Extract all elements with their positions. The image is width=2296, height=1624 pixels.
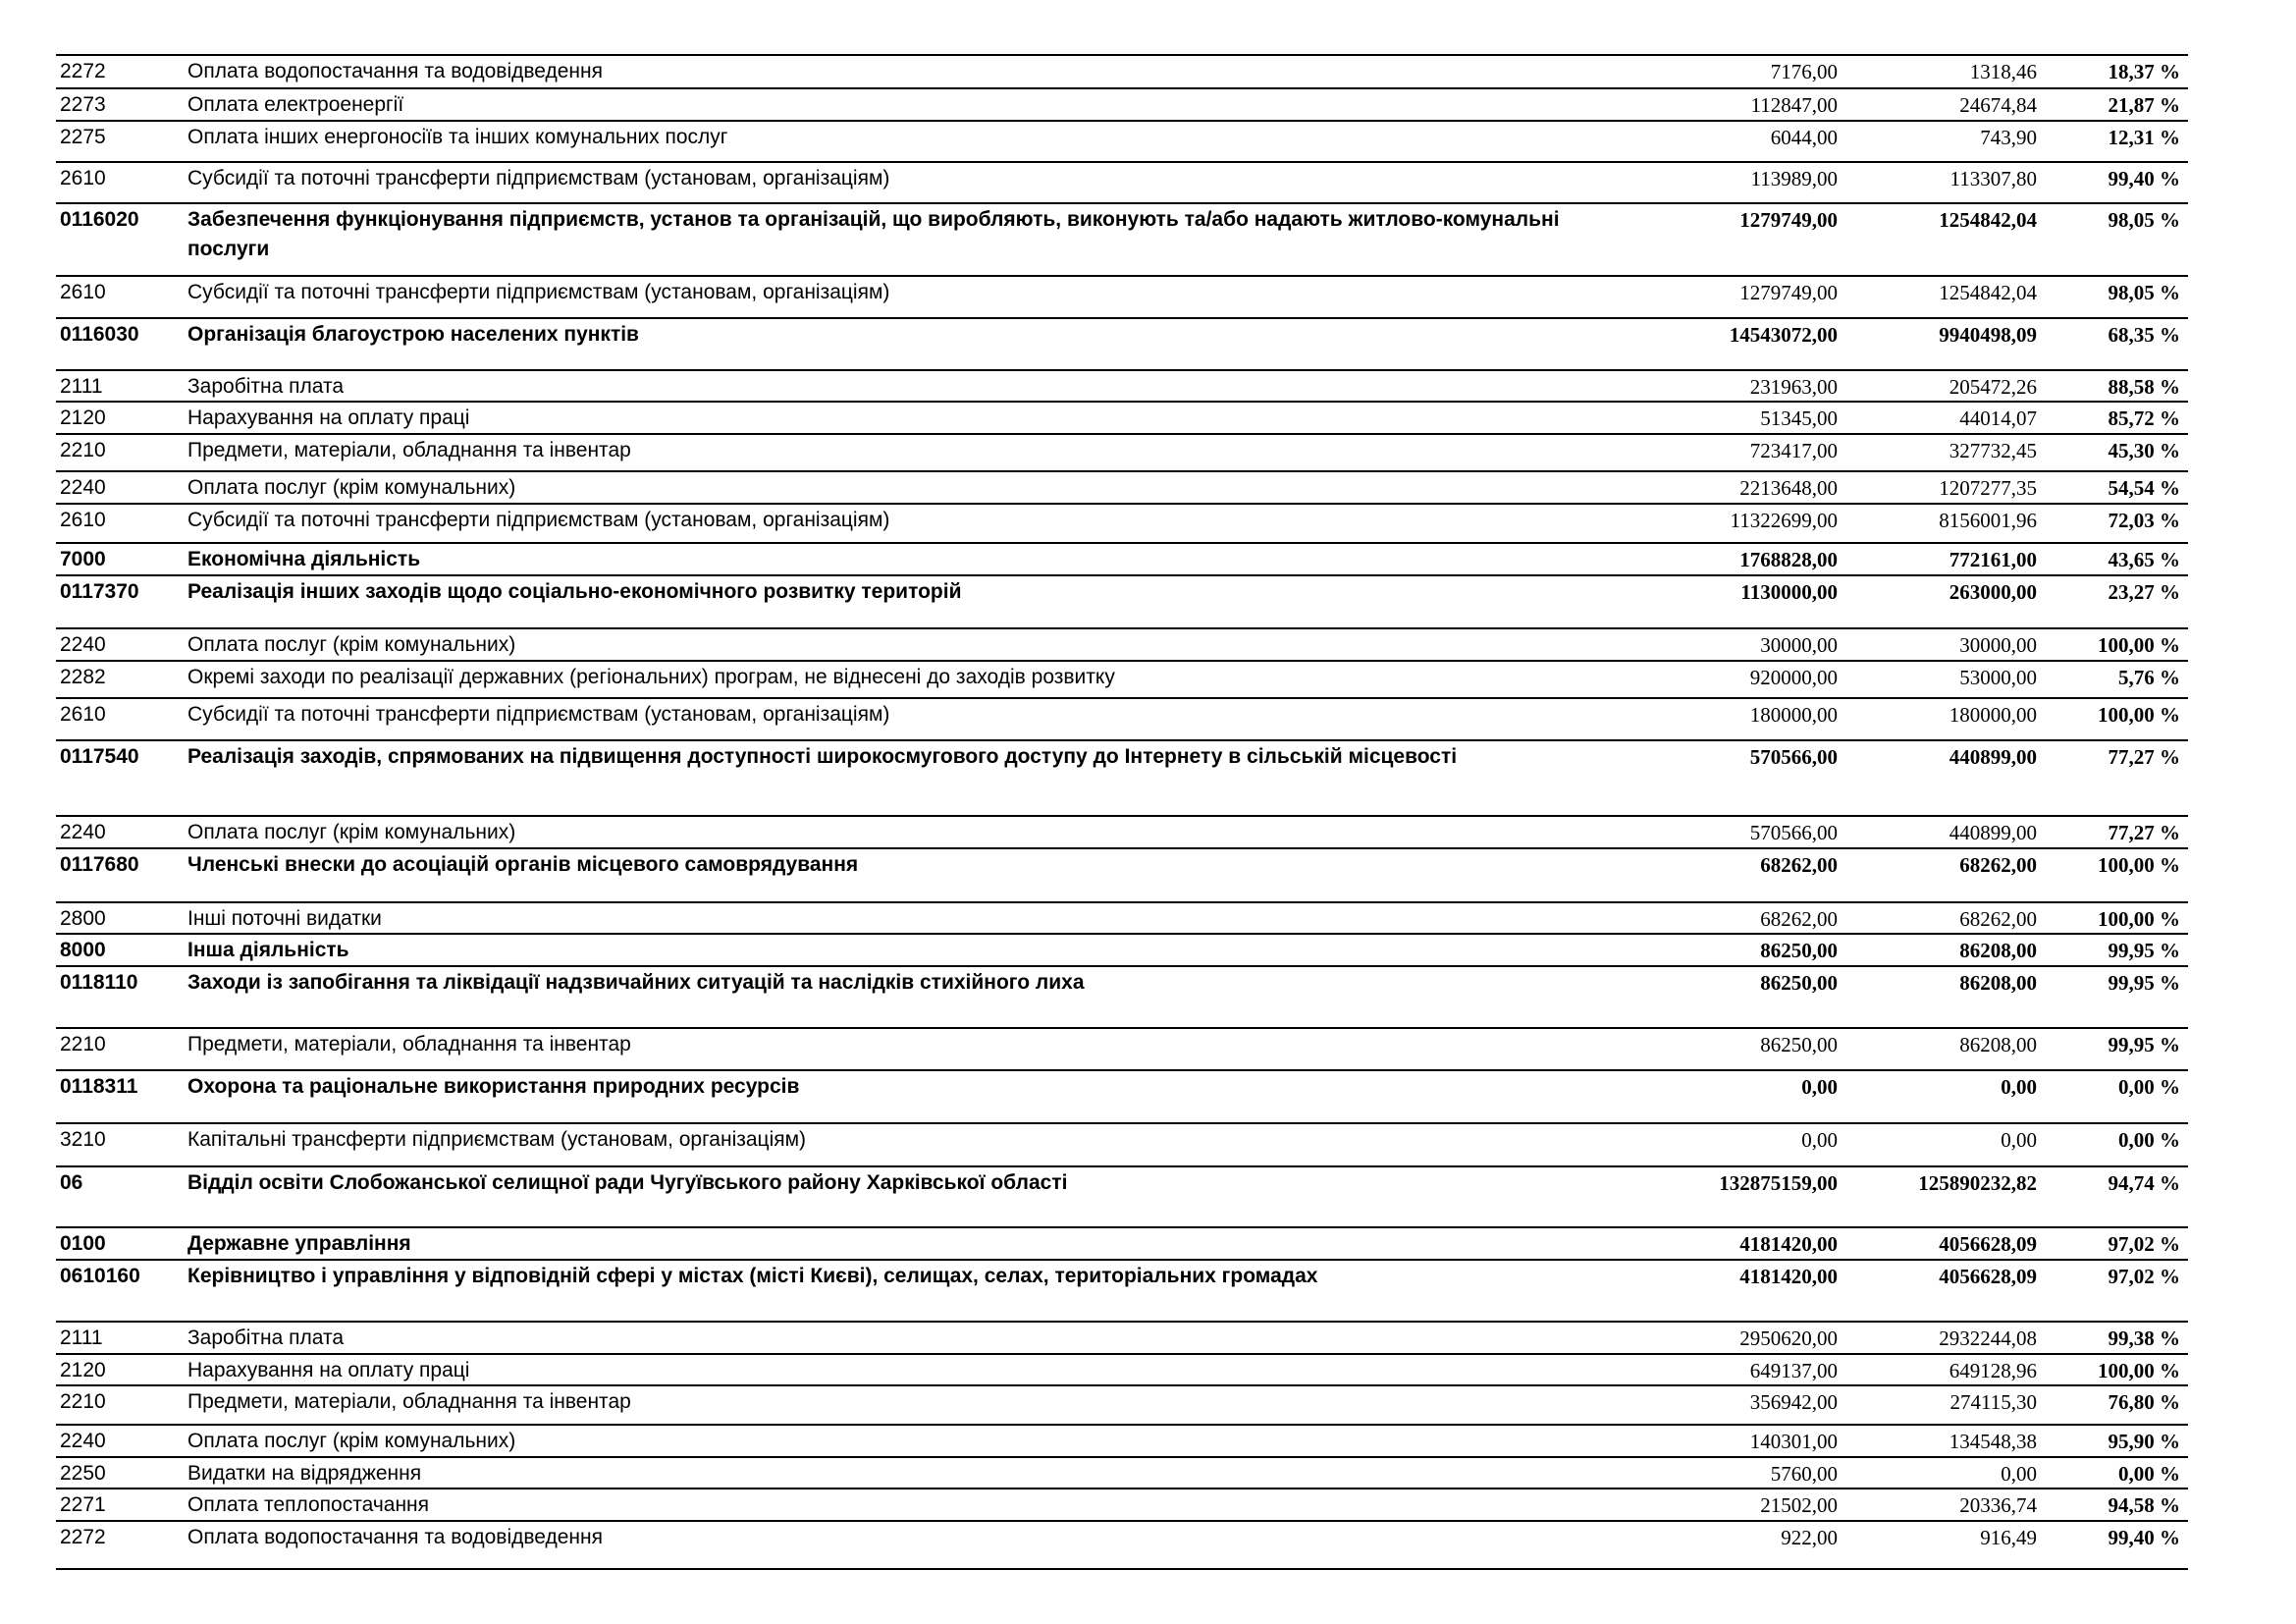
row-actual-value: 125890232,82	[1918, 1171, 2037, 1195]
row-plan-value: 86250,00	[1760, 1033, 1838, 1056]
row-actual-value: 68262,00	[1959, 907, 2037, 931]
row-plan-value: 4181420,00	[1739, 1265, 1838, 1288]
table-row	[56, 1384, 2188, 1424]
row-name: Оплата послуг (крім комунальних)	[187, 1430, 516, 1452]
row-percent-value: 99,40 %	[2108, 1526, 2180, 1549]
row-plan-value: 5760,00	[1770, 1462, 1838, 1486]
row-code: 2240	[60, 633, 106, 656]
row-percent-value: 100,00 %	[2098, 703, 2180, 727]
table-row	[56, 369, 2188, 401]
row-plan-value: 231963,00	[1749, 375, 1838, 399]
table-row	[56, 470, 2188, 503]
table-row	[56, 901, 2188, 933]
row-plan-value: 570566,00	[1749, 745, 1838, 769]
row-name: Нарахування на оплату праці	[187, 406, 470, 429]
row-name: Охорона та раціональне використання природних ресурсів	[187, 1075, 800, 1098]
row-actual-value: 0,00	[2001, 1075, 2037, 1099]
row-actual-value: 4056628,09	[1939, 1232, 2037, 1256]
table-row	[56, 1165, 2188, 1226]
row-plan-value: 140301,00	[1749, 1430, 1838, 1453]
row-actual-value: 134548,38	[1949, 1430, 2037, 1453]
table-row	[56, 739, 2188, 815]
row-code: 0100	[60, 1232, 106, 1255]
row-actual-value: 8156001,96	[1939, 509, 2037, 532]
row-percent-value: 18,37 %	[2108, 60, 2180, 83]
row-plan-value: 2950620,00	[1739, 1326, 1838, 1350]
row-percent-value: 12,31 %	[2108, 126, 2180, 149]
table-row	[56, 1027, 2188, 1069]
row-code: 2210	[60, 1033, 106, 1056]
row-actual-value: 743,90	[1980, 126, 2037, 149]
row-name: Оплата послуг (крім комунальних)	[187, 633, 516, 656]
row-percent-value: 23,27 %	[2108, 580, 2180, 604]
row-code: 0116020	[60, 208, 139, 231]
row-plan-value: 11322699,00	[1730, 509, 1838, 532]
table-row	[56, 503, 2188, 542]
table-row	[56, 275, 2188, 317]
row-plan-value: 6044,00	[1770, 126, 1838, 149]
table-row	[56, 1122, 2188, 1165]
row-plan-value: 1768828,00	[1739, 548, 1838, 571]
row-name: Видатки на відрядження	[187, 1462, 422, 1485]
row-name: Оплата водопостачання та водовідведення	[187, 1526, 603, 1548]
row-plan-value: 30000,00	[1760, 633, 1838, 657]
row-code: 2240	[60, 821, 106, 843]
row-actual-value: 327732,45	[1949, 439, 2037, 462]
row-code: 2111	[60, 375, 103, 398]
row-actual-value: 4056628,09	[1939, 1265, 2037, 1288]
row-code: 2111	[60, 1326, 103, 1349]
row-code: 2272	[60, 1526, 106, 1548]
table-row	[56, 542, 2188, 574]
row-plan-value: 113989,00	[1750, 167, 1838, 190]
row-actual-value: 0,00	[2001, 1462, 2037, 1486]
row-actual-value: 649128,96	[1949, 1359, 2037, 1382]
row-plan-value: 21502,00	[1760, 1493, 1838, 1517]
row-code: 2250	[60, 1462, 106, 1485]
row-plan-value: 2213648,00	[1739, 476, 1838, 500]
row-plan-value: 68262,00	[1760, 853, 1838, 877]
row-plan-value: 86250,00	[1760, 971, 1838, 995]
row-actual-value: 86208,00	[1959, 939, 2037, 962]
row-code: 0117680	[60, 853, 139, 876]
row-plan-value: 1130000,00	[1740, 580, 1838, 604]
row-percent-value: 98,05 %	[2108, 208, 2180, 232]
row-plan-value: 1279749,00	[1739, 281, 1838, 304]
row-percent-value: 21,87 %	[2108, 93, 2180, 117]
row-plan-value: 920000,00	[1749, 666, 1838, 689]
row-name: Оплата теплопостачання	[187, 1493, 430, 1516]
row-name: Заробітна плата	[187, 1326, 345, 1349]
row-name: Заходи із запобігання та ліквідації надзвичайних ситуацій та наслідків стихійного лиха	[187, 971, 1085, 994]
row-code: 2210	[60, 439, 106, 461]
row-name: Інша діяльність	[187, 939, 349, 961]
row-percent-value: 99,38 %	[2108, 1326, 2180, 1350]
row-plan-value: 356942,00	[1749, 1390, 1838, 1414]
row-plan-value: 649137,00	[1749, 1359, 1838, 1382]
row-actual-value: 205472,26	[1949, 375, 2037, 399]
row-percent-value: 88,58 %	[2108, 375, 2180, 399]
row-plan-value: 1279749,00	[1739, 208, 1838, 232]
row-percent-value: 100,00 %	[2098, 907, 2180, 931]
row-code: 2120	[60, 406, 106, 429]
row-name: Субсидії та поточні трансферти підприємствам (установам, організаціям)	[187, 509, 890, 531]
row-actual-value: 1207277,35	[1939, 476, 2037, 500]
row-percent-value: 94,74 %	[2108, 1171, 2180, 1195]
table-row	[56, 1424, 2188, 1456]
table-row	[56, 1069, 2188, 1122]
row-actual-value: 440899,00	[1949, 821, 2037, 844]
row-percent-value: 0,00 %	[2118, 1128, 2180, 1152]
row-code: 8000	[60, 939, 106, 961]
row-name: Субсидії та поточні трансферти підприємствам (установам, організаціям)	[187, 703, 890, 726]
budget-table	[56, 54, 2188, 1570]
row-name: Оплата електроенергії	[187, 93, 404, 116]
row-name: Керівництво і управління у відповідній сфері у містах (місті Києві), селищах, селах, територіальних громадах	[187, 1265, 1318, 1287]
row-name: Інші поточні видатки	[187, 907, 382, 930]
row-actual-value: 113307,80	[1949, 167, 2037, 190]
row-name: Заробітна плата	[187, 375, 345, 398]
row-percent-value: 77,27 %	[2108, 821, 2180, 844]
row-code: 2271	[60, 1493, 106, 1516]
row-percent-value: 100,00 %	[2098, 853, 2180, 877]
row-code: 2610	[60, 167, 106, 189]
row-plan-value: 132875159,00	[1719, 1171, 1838, 1195]
row-actual-value: 44014,07	[1959, 406, 2037, 430]
row-actual-value: 1254842,04	[1939, 281, 2037, 304]
row-plan-value: 7176,00	[1770, 60, 1838, 83]
table-row	[56, 697, 2188, 739]
table-row	[56, 1226, 2188, 1259]
row-name: Реалізація заходів, спрямованих на підвищення доступності широкосмугового доступу до Інтернету в сільській місцевості	[187, 745, 1458, 768]
row-name: Державне управління	[187, 1232, 411, 1255]
row-percent-value: 68,35 %	[2108, 323, 2180, 347]
row-actual-value: 9940498,09	[1939, 323, 2037, 347]
table-row	[56, 401, 2188, 433]
table-row	[56, 433, 2188, 470]
row-actual-value: 274115,30	[1949, 1390, 2037, 1414]
row-name: Оплата послуг (крім комунальних)	[187, 821, 516, 843]
row-code: 2610	[60, 703, 106, 726]
table-row	[56, 847, 2188, 901]
row-plan-value: 51345,00	[1760, 406, 1838, 430]
table-row	[56, 120, 2188, 161]
row-code: 2273	[60, 93, 106, 116]
row-code: 0118110	[60, 971, 138, 994]
row-actual-value: 916,49	[1980, 1526, 2037, 1549]
row-percent-value: 99,40 %	[2108, 167, 2180, 190]
row-percent-value: 43,65 %	[2108, 548, 2180, 571]
row-name: Реалізація інших заходів щодо соціально-економічного розвитку територій	[187, 580, 962, 603]
row-name: Економічна діяльність	[187, 548, 421, 570]
row-actual-value: 440899,00	[1949, 745, 2037, 769]
row-percent-value: 99,95 %	[2108, 971, 2180, 995]
row-percent-value: 100,00 %	[2098, 1359, 2180, 1382]
row-percent-value: 5,76 %	[2118, 666, 2180, 689]
row-code: 0610160	[60, 1265, 140, 1287]
table-row	[56, 815, 2188, 847]
row-plan-value: 570566,00	[1749, 821, 1838, 844]
table-row	[56, 965, 2188, 1027]
row-name: Забезпечення функціонування підприємств, установ та організацій, що виробляють, виконують та/або надають житлово-комунальні послуги	[187, 208, 1560, 260]
row-code: 2282	[60, 666, 106, 688]
row-percent-value: 100,00 %	[2098, 633, 2180, 657]
row-percent-value: 0,00 %	[2118, 1075, 2180, 1099]
row-name: Предмети, матеріали, обладнання та інвентар	[187, 1390, 631, 1413]
row-code: 2210	[60, 1390, 106, 1413]
table-row	[56, 317, 2188, 369]
table-row	[56, 87, 2188, 120]
row-name: Оплата послуг (крім комунальних)	[187, 476, 516, 499]
row-name: Організація благоустрою населених пунктів	[187, 323, 639, 346]
row-name: Відділ освіти Слобожанської селищної ради Чугуївського району Харківської області	[187, 1171, 1068, 1194]
row-percent-value: 94,58 %	[2108, 1493, 2180, 1517]
row-name: Субсидії та поточні трансферти підприємствам (установам, організаціям)	[187, 167, 890, 189]
row-name: Членські внески до асоціацій органів місцевого самоврядування	[187, 853, 859, 876]
row-name: Окремі заходи по реалізації державних (регіональних) програм, не віднесені до заходів розвитку	[187, 666, 1115, 688]
row-plan-value: 922,00	[1781, 1526, 1838, 1549]
row-percent-value: 99,95 %	[2108, 939, 2180, 962]
row-code: 0117540	[60, 745, 139, 768]
row-percent-value: 0,00 %	[2118, 1462, 2180, 1486]
row-code: 2272	[60, 60, 106, 82]
row-actual-value: 772161,00	[1949, 548, 2037, 571]
row-percent-value: 97,02 %	[2108, 1265, 2180, 1288]
row-actual-value: 0,00	[2001, 1128, 2037, 1152]
row-plan-value: 0,00	[1801, 1075, 1838, 1099]
row-code: 2240	[60, 1430, 106, 1452]
row-code: 0117370	[60, 580, 139, 603]
row-code: 2120	[60, 1359, 106, 1381]
row-percent-value: 98,05 %	[2108, 281, 2180, 304]
table-row	[56, 1353, 2188, 1384]
row-code: 2610	[60, 281, 106, 303]
row-code: 0116030	[60, 323, 139, 346]
row-name: Предмети, матеріали, обладнання та інвентар	[187, 439, 631, 461]
row-actual-value: 263000,00	[1949, 580, 2037, 604]
row-code: 7000	[60, 548, 106, 570]
row-percent-value: 45,30 %	[2108, 439, 2180, 462]
row-plan-value: 0,00	[1801, 1128, 1838, 1152]
row-percent-value: 85,72 %	[2108, 406, 2180, 430]
row-code: 3210	[60, 1128, 106, 1151]
row-name: Предмети, матеріали, обладнання та інвентар	[187, 1033, 631, 1056]
row-code: 2275	[60, 126, 106, 148]
row-actual-value: 30000,00	[1959, 633, 2037, 657]
row-actual-value: 86208,00	[1959, 971, 2037, 995]
row-code: 2610	[60, 509, 106, 531]
row-actual-value: 86208,00	[1959, 1033, 2037, 1056]
row-name: Оплата інших енергоносіїв та інших комунальних послуг	[187, 126, 728, 148]
table-row	[56, 1456, 2188, 1488]
row-percent-value: 97,02 %	[2108, 1232, 2180, 1256]
row-name: Капітальні трансферти підприємствам (установам, організаціям)	[187, 1128, 807, 1151]
row-plan-value: 14543072,00	[1729, 323, 1838, 347]
row-name: Нарахування на оплату праці	[187, 1359, 470, 1381]
row-percent-value: 54,54 %	[2108, 476, 2180, 500]
row-actual-value: 180000,00	[1949, 703, 2037, 727]
row-actual-value: 2932244,08	[1939, 1326, 2037, 1350]
row-name: Оплата водопостачання та водовідведення	[187, 60, 603, 82]
row-percent-value: 77,27 %	[2108, 745, 2180, 769]
table-row	[56, 1259, 2188, 1321]
table-row	[56, 202, 2188, 275]
table-row	[56, 574, 2188, 627]
row-actual-value: 68262,00	[1959, 853, 2037, 877]
row-percent-value: 95,90 %	[2108, 1430, 2180, 1453]
row-plan-value: 4181420,00	[1739, 1232, 1838, 1256]
row-percent-value: 99,95 %	[2108, 1033, 2180, 1056]
table-row	[56, 933, 2188, 965]
row-actual-value: 24674,84	[1959, 93, 2037, 117]
row-code: 2240	[60, 476, 106, 499]
row-code: 0118311	[60, 1075, 138, 1098]
row-code: 2800	[60, 907, 106, 930]
row-plan-value: 723417,00	[1749, 439, 1838, 462]
row-name: Субсидії та поточні трансферти підприємствам (установам, організаціям)	[187, 281, 890, 303]
table-row	[56, 161, 2188, 202]
row-plan-value: 68262,00	[1760, 907, 1838, 931]
row-actual-value: 53000,00	[1959, 666, 2037, 689]
row-code: 06	[60, 1171, 83, 1194]
row-actual-value: 20336,74	[1959, 1493, 2037, 1517]
row-plan-value: 86250,00	[1760, 939, 1838, 962]
row-actual-value: 1254842,04	[1939, 208, 2037, 232]
row-percent-value: 72,03 %	[2108, 509, 2180, 532]
table-row	[56, 1488, 2188, 1520]
row-actual-value: 1318,46	[1969, 60, 2037, 83]
row-plan-value: 180000,00	[1749, 703, 1838, 727]
table-row	[56, 660, 2188, 697]
row-plan-value: 112847,00	[1750, 93, 1838, 117]
table-row	[56, 1321, 2188, 1353]
table-row	[56, 627, 2188, 660]
row-percent-value: 76,80 %	[2108, 1390, 2180, 1414]
table-row	[56, 1520, 2188, 1570]
table-row	[56, 54, 2188, 87]
